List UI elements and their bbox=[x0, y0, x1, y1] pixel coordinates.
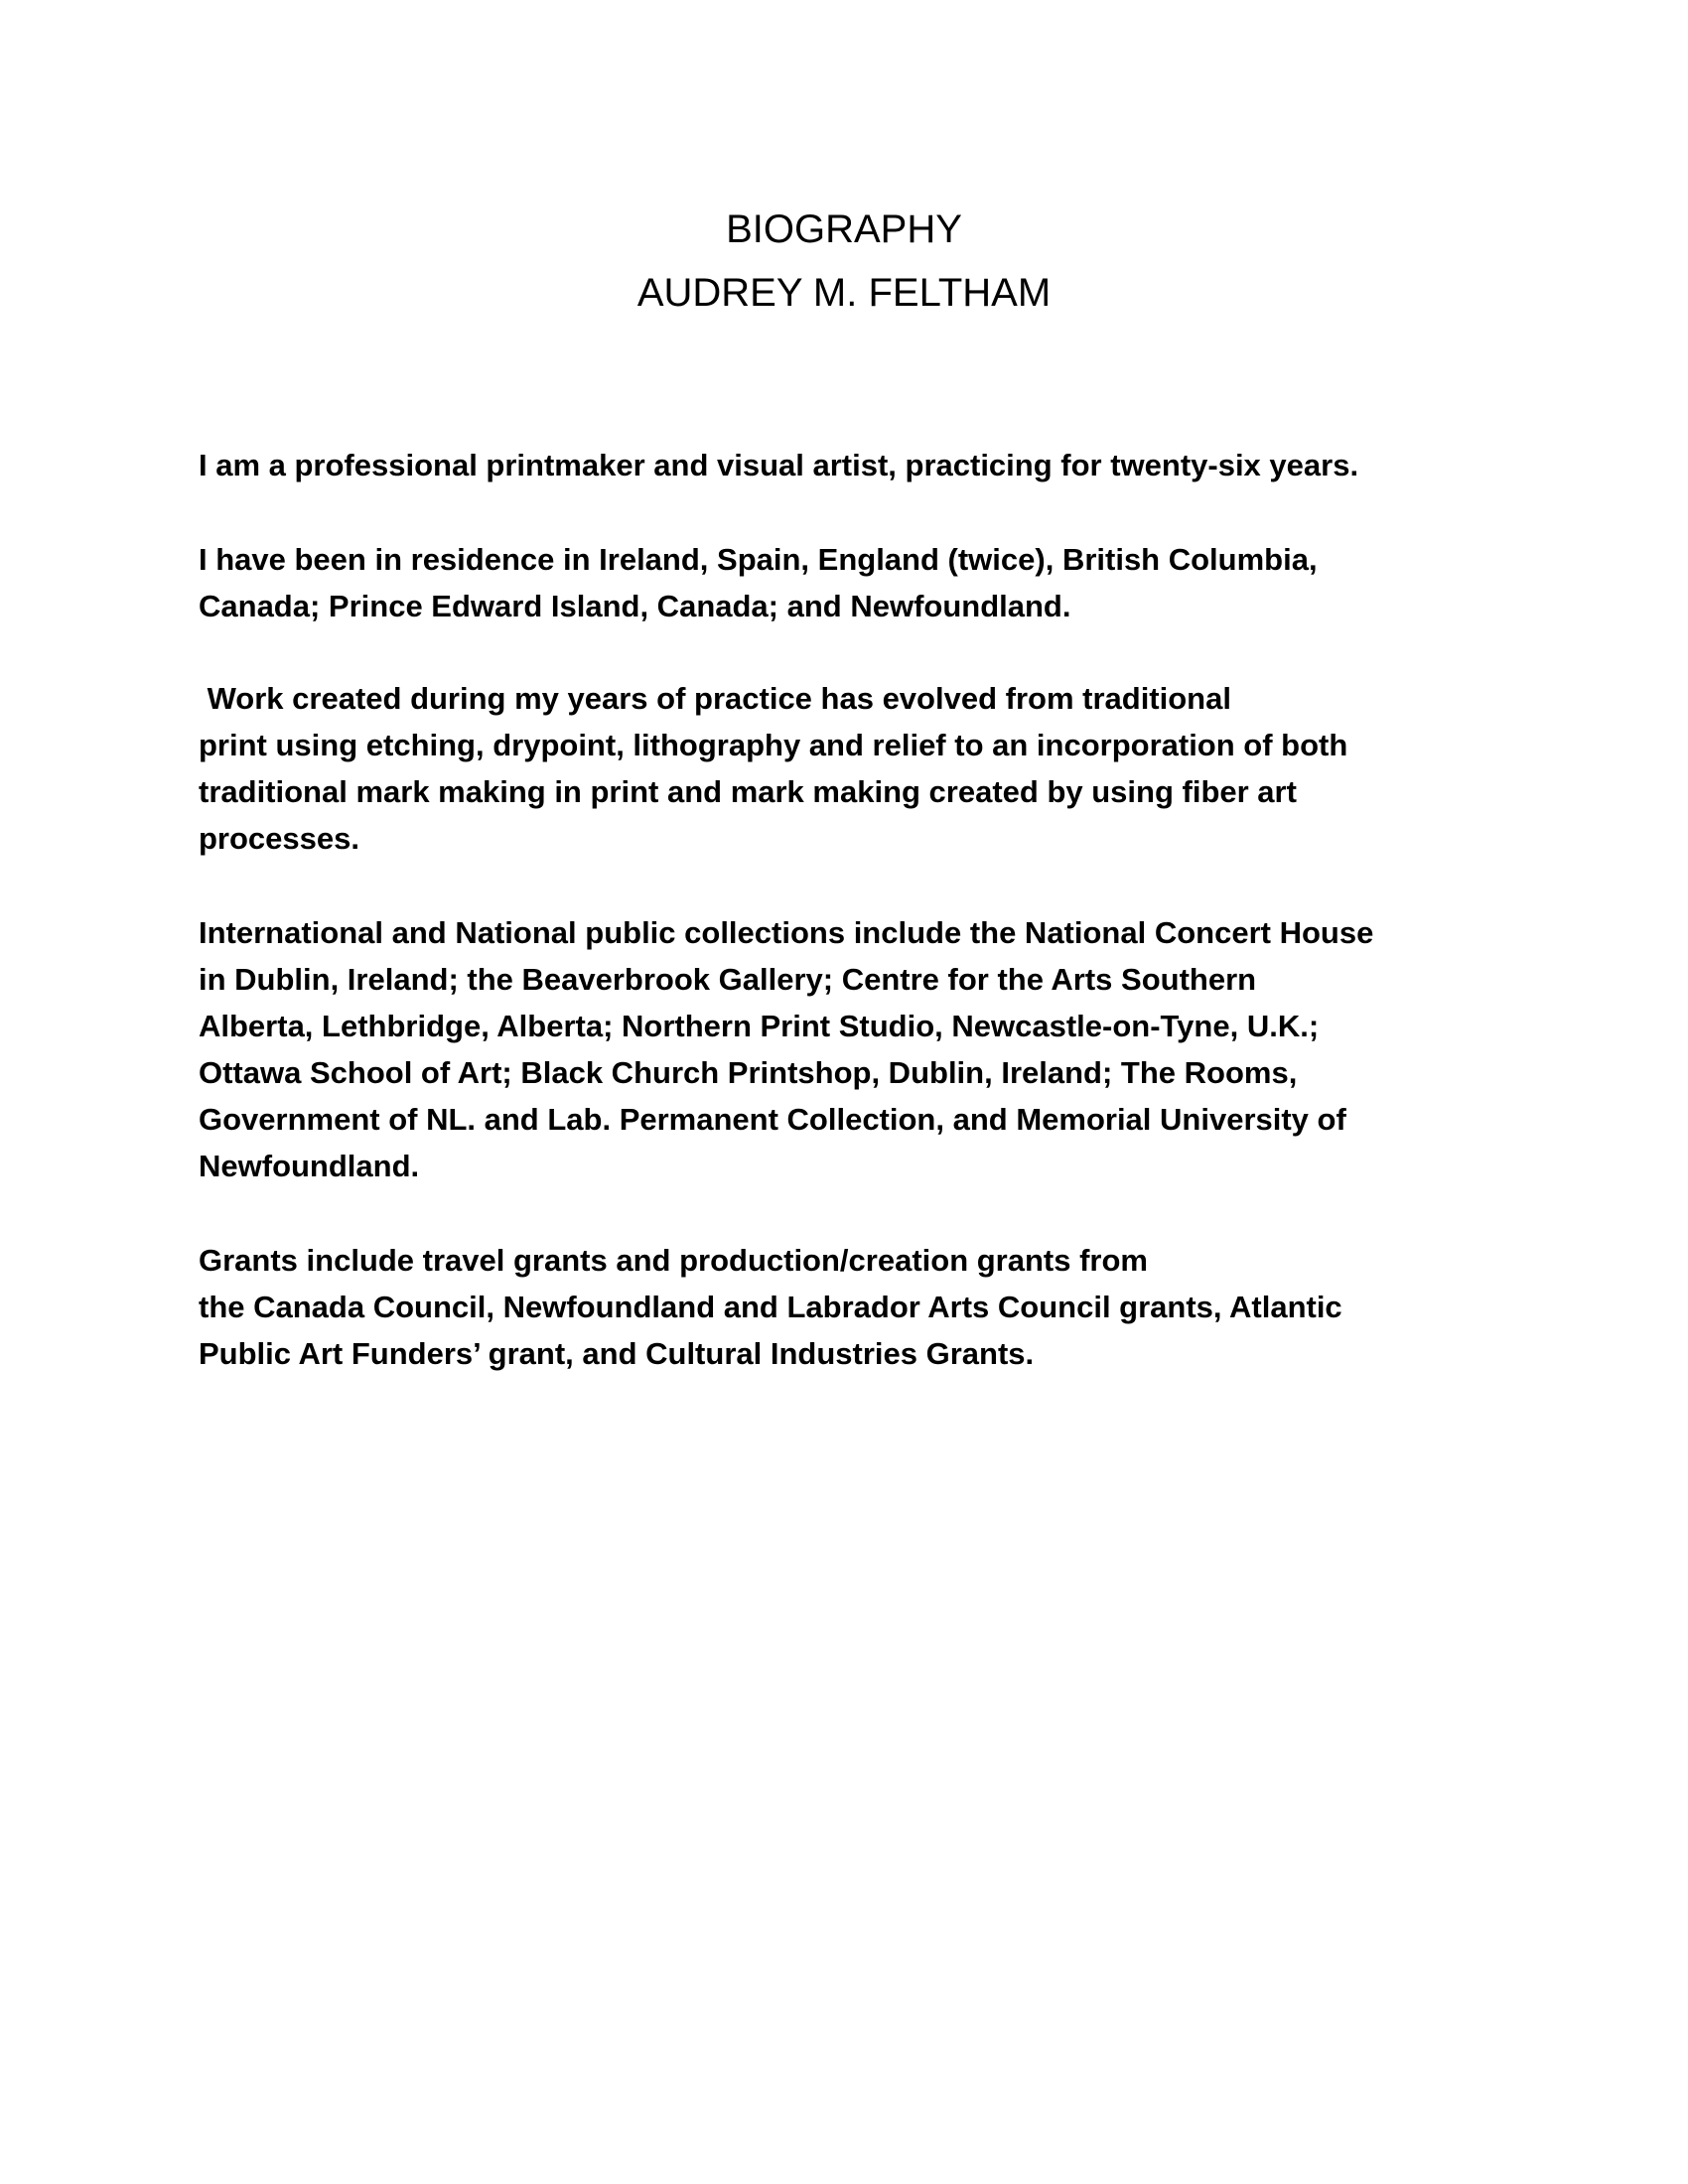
paragraph-line: Grants include travel grants and production/creation grants from bbox=[199, 1243, 1148, 1278]
paragraph-line: Work created during my years of practice has evolved from traditional bbox=[199, 681, 1231, 716]
paragraph-residencies bbox=[199, 536, 1519, 629]
paragraph-line: in Dublin, Ireland; the Beaverbrook Gallery; Centre for the Arts Southern bbox=[199, 962, 1257, 997]
paragraph-line: I am a professional printmaker and visual artist, practicing for twenty-six years. bbox=[199, 448, 1359, 482]
paragraph-line: Government of NL. and Lab. Permanent Collection, and Memorial University of bbox=[199, 1102, 1346, 1137]
paragraph-line: traditional mark making in print and mark making created by using fiber art bbox=[199, 774, 1297, 809]
paragraph-line: processes. bbox=[199, 821, 359, 856]
paragraph-grants bbox=[199, 1237, 1519, 1377]
paragraph-line: I have been in residence in Ireland, Spain, England (twice), British Columbia, bbox=[199, 542, 1318, 577]
paragraph-line: Alberta, Lethbridge, Alberta; Northern Print Studio, Newcastle-on-Tyne, U.K.; bbox=[199, 1009, 1320, 1043]
paragraph-line: Public Art Funders’ grant, and Cultural Industries Grants. bbox=[199, 1336, 1035, 1371]
paragraph-line: Newfoundland. bbox=[199, 1149, 420, 1183]
paragraph-line: Canada; Prince Edward Island, Canada; and Newfoundland. bbox=[199, 589, 1071, 623]
paragraph-line: Ottawa School of Art; Black Church Printshop, Dublin, Ireland; The Rooms, bbox=[199, 1055, 1298, 1090]
artist-name-title: AUDREY M. FELTHAM bbox=[636, 271, 1052, 315]
paragraph-practice bbox=[199, 675, 1519, 862]
paragraph-introduction bbox=[199, 442, 1519, 488]
paragraph-line: print using etching, drypoint, lithography and relief to an incorporation of both bbox=[199, 728, 1348, 762]
paragraph-collections bbox=[199, 909, 1519, 1189]
paragraph-line: International and National public collections include the National Concert House bbox=[199, 915, 1374, 950]
page-title: BIOGRAPHY bbox=[726, 207, 962, 251]
paragraph-line: the Canada Council, Newfoundland and Labrador Arts Council grants, Atlantic bbox=[199, 1290, 1342, 1324]
